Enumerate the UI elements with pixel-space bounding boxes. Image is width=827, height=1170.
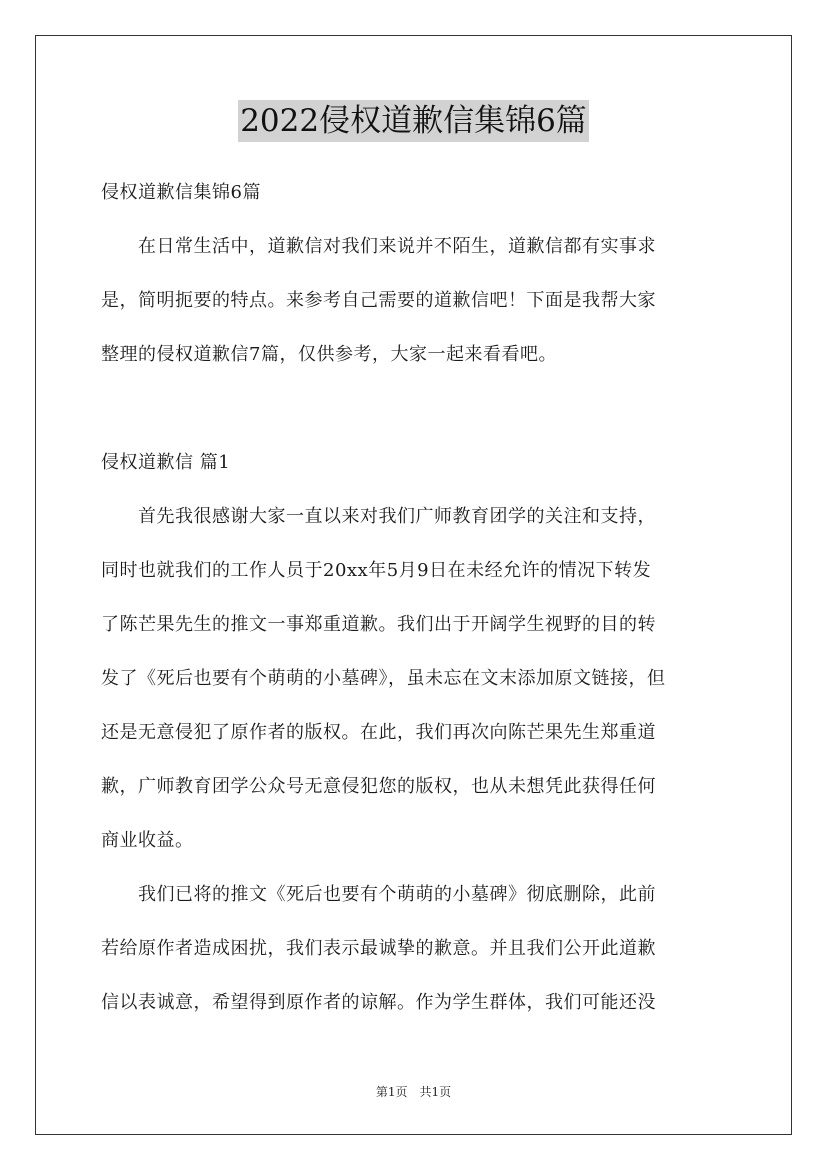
- paragraph-line: 我们已将的推文《死后也要有个萌萌的小墓碑》彻底删除，此前: [101, 884, 656, 905]
- intro-line: 在日常生活中，道歉信对我们来说并不陌生，道歉信都有实事求: [101, 236, 656, 257]
- document-title: 2022侵权道歉信集锦6篇: [238, 100, 589, 142]
- paragraph-line: 同时也就我们的工作人员于20xx年5月9日在未经允许的情况下转发: [101, 560, 652, 581]
- document-subtitle: 侵权道歉信集锦6篇: [101, 182, 261, 203]
- title-container: [0, 100, 827, 142]
- paragraph-line: 信以表诚意，希望得到原作者的谅解。作为学生群体，我们可能还没: [101, 992, 656, 1013]
- paragraph-line: 发了《死后也要有个萌萌的小墓碑》，虽未忘在文末添加原文链接，但: [101, 668, 666, 689]
- paragraph-line: 了陈芒果先生的推文一事郑重道歉。我们出于开阔学生视野的目的转: [101, 614, 656, 635]
- intro-line: 是，简明扼要的特点。来参考自己需要的道歉信吧！下面是我帮大家: [101, 290, 656, 311]
- page-footer: [0, 1083, 827, 1100]
- paragraph-line: 首先我很感谢大家一直以来对我们广师教育团学的关注和支持，: [101, 506, 656, 527]
- paragraph-line: 若给原作者造成困扰，我们表示最诚挚的歉意。并且我们公开此道歉: [101, 938, 656, 959]
- paragraph-line: 商业收益。: [101, 830, 194, 851]
- intro-line: 整理的侵权道歉信7篇，仅供参考，大家一起来看看吧。: [101, 344, 557, 365]
- paragraph-line: 还是无意侵犯了原作者的版权。在此，我们再次向陈芒果先生郑重道: [101, 722, 656, 743]
- document-body: [101, 166, 727, 1030]
- section-heading: 侵权道歉信 篇1: [101, 452, 231, 473]
- paragraph-line: 歉，广师教育团学公众号无意侵犯您的版权，也从未想凭此获得任何: [101, 776, 656, 797]
- page-number: 第1页 共1页: [375, 1085, 452, 1099]
- blank-line: [101, 382, 727, 436]
